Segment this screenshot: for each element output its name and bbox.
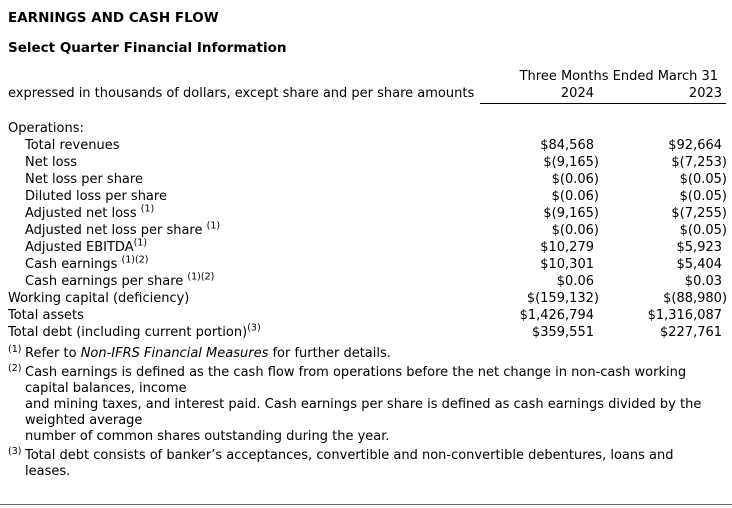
table-row [8, 307, 726, 324]
cell-value: $(0.06) [551, 172, 599, 187]
table-row [8, 324, 726, 341]
row-value-2024 [480, 137, 598, 154]
row-label: Cash earnings $^{(1)(2)}$ [25, 254, 149, 272]
row-label: Net loss [25, 155, 78, 170]
row-value-2024 [480, 273, 598, 290]
row-value-2023 [598, 171, 726, 188]
table-row [8, 137, 726, 154]
footnote-reference: (1)(2) [121, 254, 149, 266]
table-caption: expressed in thousands of dollars, except share and per share amounts [8, 86, 475, 101]
year-column-2023: 2023 [598, 85, 726, 104]
row-value-2023 [598, 307, 726, 324]
row-label: Cash earnings per share $^{(1)(2)}$ [25, 271, 215, 289]
footnote-marker: (2) [8, 363, 22, 374]
empty-cell [8, 68, 480, 85]
footnote-text [25, 346, 726, 362]
cell-value: $0.03 [684, 274, 723, 289]
row-value-2023 [598, 273, 726, 290]
row-label: Adjusted EBITDA$^{(1)}$ [25, 237, 148, 255]
row-label: Total assets [8, 308, 84, 323]
footnote-reference: (3) [247, 322, 261, 334]
table-row [8, 290, 726, 307]
table-row [8, 154, 726, 171]
footnote [8, 346, 726, 362]
cell-value: $92,664 [668, 138, 723, 153]
table-row [8, 205, 726, 222]
row-value-2024 [480, 239, 598, 256]
cell-value: $(9,165) [543, 155, 599, 170]
cell-value: $0.06 [556, 274, 594, 289]
row-value-2024 [480, 188, 598, 205]
row-label: Diluted loss per share [25, 189, 167, 204]
footnote-reference: (1) [133, 237, 148, 249]
footnote-marker: (1) [8, 344, 22, 355]
row-value-2024 [480, 120, 598, 137]
footnote-line: Total debt consists of banker’s acceptances, convertible and non-convertible debentures, loans and [25, 448, 674, 463]
row-label: Total debt (including current portion)$^{(3)}$ [8, 322, 261, 340]
table-row [8, 188, 726, 205]
footnote [8, 448, 726, 480]
cell-value: $84,568 [540, 138, 594, 153]
table-row [8, 273, 726, 290]
cell-value: $(9,165) [543, 206, 599, 221]
row-label: Adjusted net loss $^{(1)}$ [25, 203, 155, 221]
row-value-2023 [598, 290, 726, 307]
row-value-2023 [598, 239, 726, 256]
table-row [8, 222, 726, 239]
row-value-2023 [598, 120, 726, 137]
footnote-text [25, 448, 726, 480]
cell-value: $(0.05) [679, 189, 728, 204]
column-header-row [8, 85, 726, 104]
cell-value: $(0.06) [551, 223, 599, 238]
page-title: EARNINGS AND CASH FLOW [8, 10, 219, 26]
cell-value: $(0.06) [551, 189, 599, 204]
cell-value: $(0.05) [679, 223, 728, 238]
row-value-2024 [480, 256, 598, 273]
row-value-2024 [480, 324, 598, 341]
spacer-row [8, 104, 726, 121]
footnote-text [25, 365, 726, 445]
row-value-2023 [598, 324, 726, 341]
financial-table [8, 68, 726, 341]
cell-value: $(7,255) [671, 206, 728, 221]
row-label: Total revenues [25, 138, 120, 153]
footnote-line: weighted average [25, 413, 143, 428]
cell-value: $359,551 [531, 325, 594, 340]
footnote-line: capital balances, income [25, 381, 187, 396]
row-value-2024 [480, 290, 598, 307]
row-label: Adjusted net loss per share $^{(1)}$ [25, 220, 221, 238]
cell-value: $(88,980) [663, 291, 728, 306]
row-value-2024 [480, 307, 598, 324]
cell-value: $227,761 [659, 325, 723, 340]
footnote-reference: (1) [140, 203, 155, 215]
footnote-line: leases. [25, 464, 71, 479]
row-value-2024 [480, 222, 598, 239]
bottom-divider [0, 504, 732, 505]
cell-value: $(7,253) [671, 155, 728, 170]
footnote-reference: (1) [206, 220, 221, 232]
footnotes-section [8, 346, 726, 480]
row-value-2024 [480, 171, 598, 188]
footnote-marker: (3) [8, 446, 22, 457]
footnote-line: number of common shares outstanding during the year. [25, 429, 390, 444]
footnote-reference: (1)(2) [187, 271, 215, 283]
page-subtitle: Select Quarter Financial Information [8, 40, 287, 56]
table-row [8, 256, 726, 273]
cell-value: $5,404 [676, 257, 723, 272]
row-value-2024 [480, 205, 598, 222]
cell-value: $10,301 [540, 257, 594, 272]
cell-value: $1,426,794 [519, 308, 594, 323]
footnote [8, 365, 726, 445]
row-value-2023 [598, 188, 726, 205]
row-value-2023 [598, 256, 726, 273]
table-row [8, 239, 726, 256]
footnote-line: Refer to Non-IFRS Financial Measures for further details. [25, 346, 391, 361]
year-column-2024: 2024 [480, 85, 598, 104]
cell-value: $10,279 [540, 240, 594, 255]
table-row [8, 171, 726, 188]
row-value-2023 [598, 222, 726, 239]
row-label: Working capital (deficiency) [8, 291, 190, 306]
period-header-row [8, 68, 726, 85]
period-header: Three Months Ended March 31 [519, 69, 719, 84]
row-value-2023 [598, 154, 726, 171]
cell-value: $(159,132) [526, 291, 599, 306]
table-row [8, 120, 726, 137]
cell-value: $1,316,087 [647, 308, 723, 323]
row-value-2024 [480, 154, 598, 171]
cell-value: $(0.05) [679, 172, 728, 187]
row-label: Operations: [8, 121, 84, 136]
footnote-line: Cash earnings is defined as the cash flow from operations before the net change in non-cash working [25, 365, 687, 380]
row-value-2023 [598, 205, 726, 222]
cell-value: $5,923 [676, 240, 723, 255]
row-label: Net loss per share [25, 172, 143, 187]
footnote-line: and mining taxes, and interest paid. Cash earnings per share is defined as cash earnings divided by the [25, 397, 702, 412]
row-value-2023 [598, 137, 726, 154]
